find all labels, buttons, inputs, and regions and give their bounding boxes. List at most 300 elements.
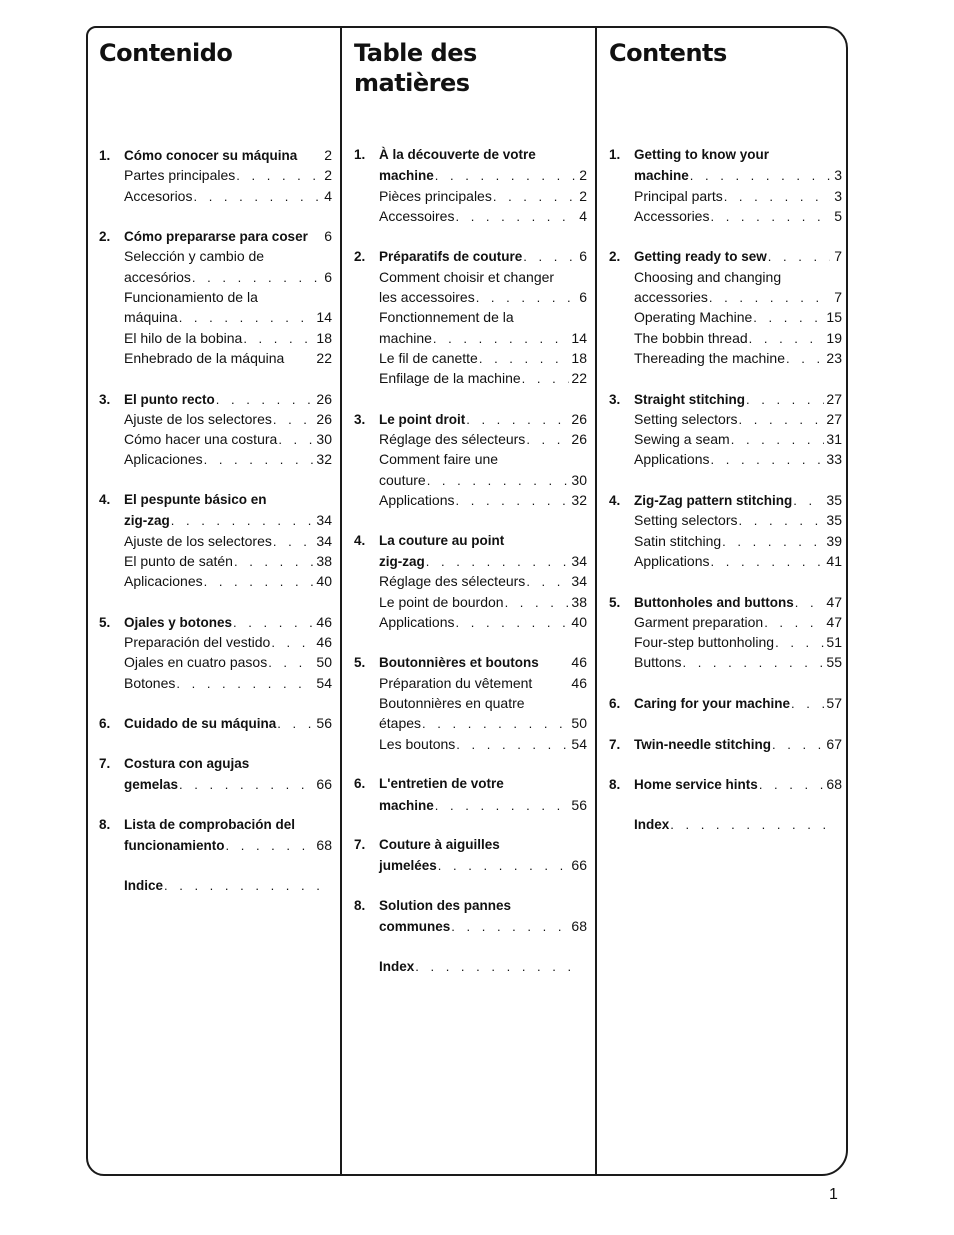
toc-section xyxy=(354,531,587,632)
toc-entry-page: 47 xyxy=(826,613,842,630)
toc-entry-title: Pièces principales xyxy=(379,187,492,204)
dot-leader xyxy=(193,187,320,206)
toc-section xyxy=(609,774,842,794)
toc-entry xyxy=(99,348,332,368)
toc-entry xyxy=(354,835,587,855)
toc-entry-title: les accessoires xyxy=(379,289,475,306)
toc-section xyxy=(609,693,842,713)
toc-entry-page: 56 xyxy=(316,715,332,732)
toc-entry-title: Garment preparation xyxy=(634,613,764,630)
toc-entry-title: Cómo hacer una costura xyxy=(124,431,278,448)
toc-entry-page: 68 xyxy=(571,918,587,935)
toc-entry-page: 26 xyxy=(316,410,332,427)
toc-entry xyxy=(99,876,332,896)
toc-entry-title: Le point de bourdon xyxy=(379,593,504,610)
toc-entry-page: 2 xyxy=(324,167,332,184)
toc-entry xyxy=(99,246,332,266)
toc-entry-title: Enhebrado de la máquina xyxy=(124,349,285,366)
dot-leader xyxy=(476,288,575,307)
toc-entry-title: Partes principales xyxy=(124,167,236,184)
toc-entry-page: 6 xyxy=(324,268,332,285)
toc-entry-title: Solution des pannes xyxy=(379,897,512,913)
toc-entry xyxy=(354,855,587,875)
toc-entry-title: Enfilage de la machine xyxy=(379,370,521,387)
toc-entry-page: 33 xyxy=(826,451,842,468)
toc-entry xyxy=(354,186,587,206)
toc-entry-page: 2 xyxy=(579,187,587,204)
toc-entry xyxy=(609,429,842,449)
dot-leader xyxy=(277,714,314,733)
column-title: Table des matières xyxy=(354,39,477,97)
toc-entry xyxy=(609,612,842,632)
toc-entry xyxy=(99,307,332,327)
dot-leader xyxy=(522,369,570,388)
toc-entry-page: 35 xyxy=(826,512,842,529)
toc-entry-title: Setting selectors xyxy=(634,512,738,529)
toc-entry-title: máquina xyxy=(124,309,178,326)
toc-entry xyxy=(354,470,587,490)
toc-entry xyxy=(609,510,842,530)
toc-entry xyxy=(354,795,587,815)
toc-entry-page: 18 xyxy=(316,329,332,346)
toc-section xyxy=(99,145,332,206)
toc-entry-page: 50 xyxy=(316,654,332,671)
dot-leader xyxy=(204,572,315,591)
dot-leader xyxy=(670,815,830,835)
toc-section xyxy=(354,835,587,876)
dot-leader xyxy=(455,207,575,226)
toc-entry-title: Four-step buttonholing xyxy=(634,634,775,651)
toc-entry-number: 1. xyxy=(99,148,111,163)
dot-leader xyxy=(422,714,569,733)
toc-entry-page: 35 xyxy=(826,492,842,509)
toc-entry-title: Straight stitching xyxy=(634,391,745,407)
toc-section xyxy=(99,389,332,470)
column-title: Contenido xyxy=(99,39,233,67)
dot-leader xyxy=(427,471,570,490)
toc-entry-title: El punto recto xyxy=(124,391,215,407)
toc-entry-page: 26 xyxy=(571,410,587,427)
dot-leader xyxy=(233,613,314,632)
toc-entry xyxy=(99,328,332,348)
dot-leader xyxy=(179,775,314,794)
toc-entry-page: 4 xyxy=(324,187,332,204)
toc-entry-title: Réglage des sélecteurs xyxy=(379,573,526,590)
dot-leader xyxy=(753,308,824,327)
toc-entry xyxy=(99,612,332,632)
toc-entry-title: jumelées xyxy=(379,858,437,874)
toc-entry-title: Applications xyxy=(379,613,455,630)
toc-entry-page: 22 xyxy=(316,349,332,366)
toc-entry xyxy=(354,916,587,936)
toc-entry-title: Choosing and changing xyxy=(634,268,782,285)
toc-entry xyxy=(609,186,842,206)
toc-entry xyxy=(609,449,842,469)
toc-entry xyxy=(354,957,587,977)
toc-entry-title: The bobbin thread xyxy=(634,329,748,346)
toc-entry-page: 41 xyxy=(826,552,842,569)
toc-entry-page: 3 xyxy=(834,187,842,204)
toc-entry xyxy=(354,896,587,916)
toc-entry-title: Sewing a seam xyxy=(634,431,730,448)
toc-entry-title: El punto de satén xyxy=(124,552,233,569)
toc-section xyxy=(354,145,587,226)
toc-entry xyxy=(99,186,332,206)
toc-entry-title: Buttons xyxy=(634,654,682,671)
dot-leader xyxy=(226,836,315,855)
dot-leader xyxy=(456,735,569,754)
toc-section xyxy=(354,896,587,937)
toc-entry-number: 4. xyxy=(609,493,621,509)
toc-entry-page: 46 xyxy=(571,674,587,691)
toc-entry-title: funcionamiento xyxy=(124,838,225,854)
toc-entry-title: Le point droit xyxy=(379,411,466,427)
toc-entry-title: El pespunte básico en xyxy=(124,492,267,508)
dot-leader xyxy=(179,308,315,327)
toc-entry-number: 3. xyxy=(609,391,621,407)
toc-entry-page: 6 xyxy=(579,289,587,306)
dot-leader xyxy=(243,329,314,348)
toc-entry-title: Setting selectors xyxy=(634,410,738,427)
toc-entry-number: 6. xyxy=(99,716,111,732)
toc-entry-title: Cómo prepararse para coser xyxy=(124,229,308,245)
toc-entry-page: 32 xyxy=(316,451,332,468)
toc-entry-title: El hilo de la bobina xyxy=(124,329,243,346)
dot-leader xyxy=(493,187,575,206)
toc-entry-title: Twin-needle stitching xyxy=(634,736,772,752)
toc-entry xyxy=(99,632,332,652)
toc-entry xyxy=(354,429,587,449)
toc-entry xyxy=(99,287,332,307)
dot-leader xyxy=(273,410,315,429)
toc-entry-title: Boutonnières et boutons xyxy=(379,655,539,671)
toc-entry-number: 3. xyxy=(99,391,111,407)
dot-leader xyxy=(415,957,575,977)
toc-entry-title: Comment choisir et changer xyxy=(379,268,555,285)
toc-entry xyxy=(609,267,842,287)
toc-entry-page: 57 xyxy=(826,695,842,712)
toc-entry-number: 7. xyxy=(99,755,111,771)
toc-section xyxy=(99,876,332,896)
dot-leader xyxy=(764,613,824,632)
toc-entry-title: À la découverte de votre xyxy=(379,147,536,162)
toc-entry-page: 56 xyxy=(571,796,587,813)
toc-entry-title: Applications xyxy=(634,451,710,468)
toc-section xyxy=(609,734,842,754)
dot-leader xyxy=(682,653,824,672)
toc-entry-number: 6. xyxy=(354,776,366,792)
toc-entry-page: 46 xyxy=(316,613,332,630)
toc-entry xyxy=(354,673,587,693)
toc-entry-page: 66 xyxy=(571,857,587,874)
column-divider-1 xyxy=(340,26,342,1176)
toc-entry xyxy=(354,328,587,348)
dot-leader xyxy=(711,552,825,571)
toc-entry-page: 46 xyxy=(316,634,332,651)
toc-entry xyxy=(609,389,842,409)
dot-leader xyxy=(795,593,825,612)
dot-leader xyxy=(523,247,575,266)
toc-entry-page: 15 xyxy=(826,309,842,326)
toc-entry xyxy=(354,307,587,327)
toc-entry-page: 51 xyxy=(826,634,842,651)
toc-entry-page: 50 xyxy=(571,715,587,732)
toc-entry-page: 6 xyxy=(324,228,332,245)
toc-entry-page: 46 xyxy=(571,654,587,671)
toc-entry-page: 54 xyxy=(571,735,587,752)
dot-leader xyxy=(466,410,569,429)
toc-entry xyxy=(609,652,842,672)
toc-entry xyxy=(609,287,842,307)
dot-leader xyxy=(268,653,314,672)
toc-entry-title: Ajuste de los selectores xyxy=(124,532,272,549)
dot-leader xyxy=(451,917,569,936)
toc-section xyxy=(354,652,587,753)
toc-entry-title: machine xyxy=(379,797,434,813)
toc-entry-page: 30 xyxy=(316,431,332,448)
toc-entry-page: 7 xyxy=(834,248,842,265)
toc-entry-title: machine xyxy=(379,329,432,346)
toc-entry-title: Cómo conocer su máquina xyxy=(124,148,298,163)
toc-section xyxy=(354,246,587,388)
dot-leader xyxy=(711,450,825,469)
toc-entry-page: 22 xyxy=(571,370,587,387)
toc-entry-page: 6 xyxy=(579,248,587,265)
dot-leader xyxy=(746,390,824,409)
toc-section xyxy=(609,592,842,673)
toc-entry-title: Ojales y botones xyxy=(124,614,233,630)
toc-section xyxy=(99,490,332,591)
dot-leader xyxy=(739,410,825,429)
toc-entry-page: 26 xyxy=(571,431,587,448)
toc-entry xyxy=(99,145,332,165)
toc-entry-page: 34 xyxy=(571,573,587,590)
toc-entry-title: Accessoires xyxy=(379,207,455,224)
toc-entry xyxy=(609,165,842,185)
toc-entry-title: Thereading the machine xyxy=(634,349,785,366)
dot-leader xyxy=(171,511,315,530)
toc-list xyxy=(99,145,332,916)
toc-entry-page: 39 xyxy=(826,532,842,549)
dot-leader xyxy=(709,288,830,307)
toc-entry xyxy=(354,713,587,733)
toc-entry-title: Préparation du vêtement xyxy=(379,674,533,691)
dot-leader xyxy=(722,532,824,551)
dot-leader xyxy=(435,796,570,815)
toc-entry-title: Costura con agujas xyxy=(124,755,250,771)
dot-leader xyxy=(271,633,314,652)
dot-leader xyxy=(438,856,570,875)
toc-entry-title: Réglage des sélecteurs xyxy=(379,431,526,448)
toc-entry xyxy=(609,328,842,348)
toc-entry-title: accesórios xyxy=(124,268,191,285)
toc-entry xyxy=(354,165,587,185)
toc-entry-page: 2 xyxy=(579,167,587,184)
toc-section xyxy=(99,713,332,733)
dot-leader xyxy=(433,329,570,348)
toc-entry-page: 68 xyxy=(826,776,842,793)
toc-entry xyxy=(609,246,842,266)
toc-entry-title: Zig-Zag pattern stitching xyxy=(634,493,793,509)
toc-entry xyxy=(99,713,332,733)
toc-entry-title: zig-zag xyxy=(379,553,425,569)
toc-entry-title: Ajuste de los selectores xyxy=(124,410,272,427)
dot-leader xyxy=(278,430,314,449)
toc-entry-title: Aplicaciones xyxy=(124,573,203,590)
toc-list xyxy=(354,145,587,997)
toc-entry xyxy=(609,734,842,754)
toc-entry-number: 8. xyxy=(99,816,111,832)
toc-entry-title: Cuidado de su máquina xyxy=(124,716,277,732)
dot-leader xyxy=(739,511,825,530)
toc-entry-number: 4. xyxy=(99,492,111,508)
toc-entry-number: 6. xyxy=(609,696,621,712)
toc-entry-title: Index xyxy=(379,958,415,974)
toc-entry-page: 40 xyxy=(571,613,587,630)
dot-leader xyxy=(772,735,824,754)
dot-leader xyxy=(749,329,825,348)
dot-leader xyxy=(435,166,575,185)
toc-entry xyxy=(99,774,332,794)
toc-entry xyxy=(99,165,332,185)
toc-entry xyxy=(354,449,587,469)
toc-entry-number: 1. xyxy=(354,147,366,162)
toc-entry-number: 1. xyxy=(609,147,621,162)
toc-entry xyxy=(609,145,842,165)
dot-leader xyxy=(164,876,320,896)
dot-leader xyxy=(234,552,314,571)
toc-entry-title: Getting ready to sew xyxy=(634,249,767,265)
toc-entry-title: Preparación del vestido xyxy=(124,634,271,651)
toc-section xyxy=(99,612,332,693)
toc-entry xyxy=(609,551,842,571)
toc-entry xyxy=(354,206,587,226)
dot-leader xyxy=(690,166,830,185)
toc-entry xyxy=(354,592,587,612)
toc-entry-page: 14 xyxy=(571,329,587,346)
toc-entry-page: 5 xyxy=(834,207,842,224)
toc-entry-number: 5. xyxy=(354,655,366,671)
toc-entry xyxy=(609,815,842,835)
toc-section xyxy=(99,226,332,368)
toc-entry-title: Index xyxy=(634,816,670,832)
toc-entry-page: 66 xyxy=(316,776,332,793)
toc-entry-page: 68 xyxy=(316,837,332,854)
toc-section xyxy=(609,246,842,368)
toc-entry xyxy=(354,490,587,510)
dot-leader xyxy=(759,775,825,794)
toc-entry xyxy=(99,652,332,672)
toc-entry-title: étapes xyxy=(379,715,422,732)
toc-entry-title: Les boutons xyxy=(379,735,456,752)
toc-entry xyxy=(354,287,587,307)
toc-entry-title: La couture au point xyxy=(379,532,505,548)
toc-entry xyxy=(354,551,587,571)
toc-entry-title: machine xyxy=(634,168,689,184)
toc-entry xyxy=(99,267,332,287)
toc-entry-title: Boutonnières en quatre xyxy=(379,695,525,712)
toc-entry-number: 2. xyxy=(99,229,111,245)
dot-leader xyxy=(724,187,830,206)
toc-list xyxy=(609,145,842,855)
toc-entry-page: 54 xyxy=(316,674,332,691)
toc-entry xyxy=(354,693,587,713)
toc-entry-page: 34 xyxy=(316,512,332,529)
toc-entry-title: machine xyxy=(379,168,434,184)
toc-entry xyxy=(99,571,332,591)
toc-entry-title: Aplicaciones xyxy=(124,451,203,468)
toc-entry-page: 31 xyxy=(826,431,842,448)
toc-entry-number: 2. xyxy=(354,249,366,265)
toc-entry xyxy=(99,510,332,530)
toc-entry-number: 7. xyxy=(354,837,366,853)
toc-entry xyxy=(99,673,332,693)
toc-entry-page: 3 xyxy=(834,167,842,184)
column-title: Contents xyxy=(609,39,727,67)
toc-entry-title: gemelas xyxy=(124,777,179,793)
toc-entry-number: 8. xyxy=(354,897,366,913)
toc-entry-number: 5. xyxy=(609,594,621,610)
toc-entry xyxy=(99,490,332,510)
toc-entry-title: Buttonholes and buttons xyxy=(634,594,794,610)
toc-entry-number: 5. xyxy=(99,614,111,630)
toc-entry-page: 67 xyxy=(826,735,842,752)
dot-leader xyxy=(775,633,824,652)
toc-entry xyxy=(354,774,587,794)
toc-entry-title: zig-zag xyxy=(124,513,170,529)
dot-leader xyxy=(176,674,314,693)
toc-entry xyxy=(609,348,842,368)
toc-entry xyxy=(354,246,587,266)
toc-entry xyxy=(609,490,842,510)
toc-entry-page: 7 xyxy=(834,289,842,306)
toc-entry-page: 27 xyxy=(826,410,842,427)
toc-entry-title: Applications xyxy=(634,552,710,569)
toc-entry xyxy=(99,531,332,551)
toc-entry-number: 3. xyxy=(354,411,366,427)
dot-leader xyxy=(791,694,824,713)
dot-leader xyxy=(768,247,830,266)
page-number: 1 xyxy=(829,1186,838,1203)
toc-entry-page: 26 xyxy=(316,390,332,407)
toc-entry-title: Le fil de canette xyxy=(379,349,478,366)
dot-leader xyxy=(216,390,315,409)
toc-section xyxy=(99,754,332,795)
toc-entry-page: 47 xyxy=(826,593,842,610)
dot-leader xyxy=(204,450,315,469)
toc-entry-title: Funcionamiento de la xyxy=(124,289,258,306)
dot-leader xyxy=(786,349,824,368)
toc-entry-title: Lista de comprobación del xyxy=(124,816,296,832)
toc-entry-number: 8. xyxy=(609,777,621,793)
toc-entry xyxy=(99,551,332,571)
toc-entry-page: 19 xyxy=(826,329,842,346)
toc-entry xyxy=(99,409,332,429)
toc-entry-title: Fonctionnement de la xyxy=(379,309,514,326)
toc-entry-page: 34 xyxy=(571,552,587,569)
toc-entry-title: Botones xyxy=(124,674,176,691)
toc-entry xyxy=(354,348,587,368)
toc-entry-page: 40 xyxy=(316,573,332,590)
toc-entry-title: Operating Machine xyxy=(634,309,753,326)
toc-entry xyxy=(99,449,332,469)
toc-entry xyxy=(609,592,842,612)
dot-leader xyxy=(731,430,825,449)
dot-leader xyxy=(526,430,569,449)
toc-entry-title: communes xyxy=(379,919,451,935)
toc-entry-title: L'entretien de votre xyxy=(379,776,504,792)
toc-entry-page: 2 xyxy=(324,147,332,163)
